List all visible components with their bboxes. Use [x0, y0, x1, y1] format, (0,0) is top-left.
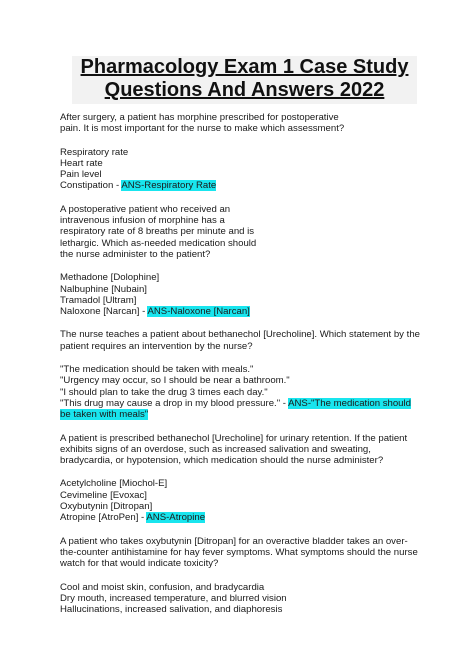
question-text: The nurse teaches a patient about bethanechol [Urecholine]. Which statement by the — [60, 329, 420, 341]
option: Cevimeline [Evoxac] — [60, 489, 147, 501]
question-text: After surgery, a patient has morphine prescribed for postoperative — [60, 112, 339, 123]
option: Atropine [AtroPen] - — [60, 512, 147, 524]
document-body — [60, 112, 426, 627]
answer-continuation — [60, 409, 426, 420]
question-4 — [60, 433, 426, 467]
option: Nalbuphine [Nubain] — [60, 283, 147, 295]
page-title: Pharmacology Exam 1 Case Study Questions And Answers 2022 — [80, 56, 409, 101]
question-text: exhibits signs of an overdose, such as increased salivation and sweating, — [60, 443, 371, 455]
option: Heart rate — [60, 157, 103, 169]
option: "The medication should be taken with meals." — [60, 364, 254, 376]
option: Methadone [Dolophine] — [60, 272, 160, 284]
options-3 — [60, 364, 426, 420]
question-text: patient requires an intervention by the nurse? — [60, 340, 253, 352]
question-text: bradycardia, or hypotension, which medication should the nurse administer? — [60, 455, 384, 467]
option: "This drug may cause a drop in my blood pressure." - — [60, 397, 289, 409]
option: Hallucinations, increased salivation, and diaphoresis — [60, 604, 283, 616]
question-2 — [60, 204, 426, 260]
answer-highlight: ANS-Respiratory Rate — [121, 180, 217, 192]
option: Tramadol [Ultram] — [60, 294, 137, 306]
question-text: A postoperative patient who received an — [60, 203, 231, 215]
question-1 — [60, 112, 426, 135]
option-with-answer — [60, 398, 426, 409]
option: Respiratory rate — [60, 146, 129, 158]
answer-highlight: ANS-"The medication should — [288, 397, 411, 409]
option-with-answer — [60, 512, 426, 523]
question-text: watch for that would indicate toxicity? — [60, 558, 219, 570]
option: "Urgency may occur, so I should be near a bathroom." — [60, 375, 290, 387]
question-text: pain. It is most important for the nurse to make which assessment? — [60, 123, 345, 135]
option: Cool and moist skin, confusion, and bradycardia — [60, 581, 265, 593]
question-text: lethargic. Which as-needed medication should — [60, 237, 257, 249]
options-5 — [60, 582, 426, 616]
answer-highlight: be taken with meals" — [60, 409, 149, 421]
question-text: intravenous infusion of morphine has a — [60, 215, 225, 227]
options-2 — [60, 272, 426, 317]
option: Constipation - — [60, 180, 122, 192]
answer-highlight: ANS-Atropine — [146, 512, 206, 524]
question-3 — [60, 329, 426, 352]
option-with-answer — [60, 180, 426, 191]
option: Acetylcholine [Miochol-E] — [60, 478, 168, 490]
option: Pain level — [60, 169, 102, 181]
question-text: respiratory rate of 8 breaths per minute and is — [60, 226, 255, 238]
question-text: the nurse administer to the patient? — [60, 248, 211, 260]
option: Dry mouth, increased temperature, and blurred vision — [60, 592, 287, 604]
options-1 — [60, 147, 426, 192]
option: Oxybutynin [Ditropan] — [60, 501, 153, 513]
option-with-answer — [60, 306, 426, 317]
answer-highlight: ANS-Naloxone [Narcan] — [147, 306, 250, 318]
question-5 — [60, 536, 426, 570]
options-4 — [60, 478, 426, 523]
question-text: the-counter antihistamine for hay fever symptoms. What symptoms should the nurse — [60, 546, 418, 558]
option: Naloxone [Narcan] - — [60, 306, 148, 318]
option: "I should plan to take the drug 3 times each day." — [60, 386, 268, 398]
question-text: A patient who takes oxybutynin [Ditropan] for an overactive bladder takes an over- — [60, 535, 408, 547]
question-text: A patient is prescribed bethanechol [Urecholine] for urinary retention. If the patient — [60, 432, 408, 444]
